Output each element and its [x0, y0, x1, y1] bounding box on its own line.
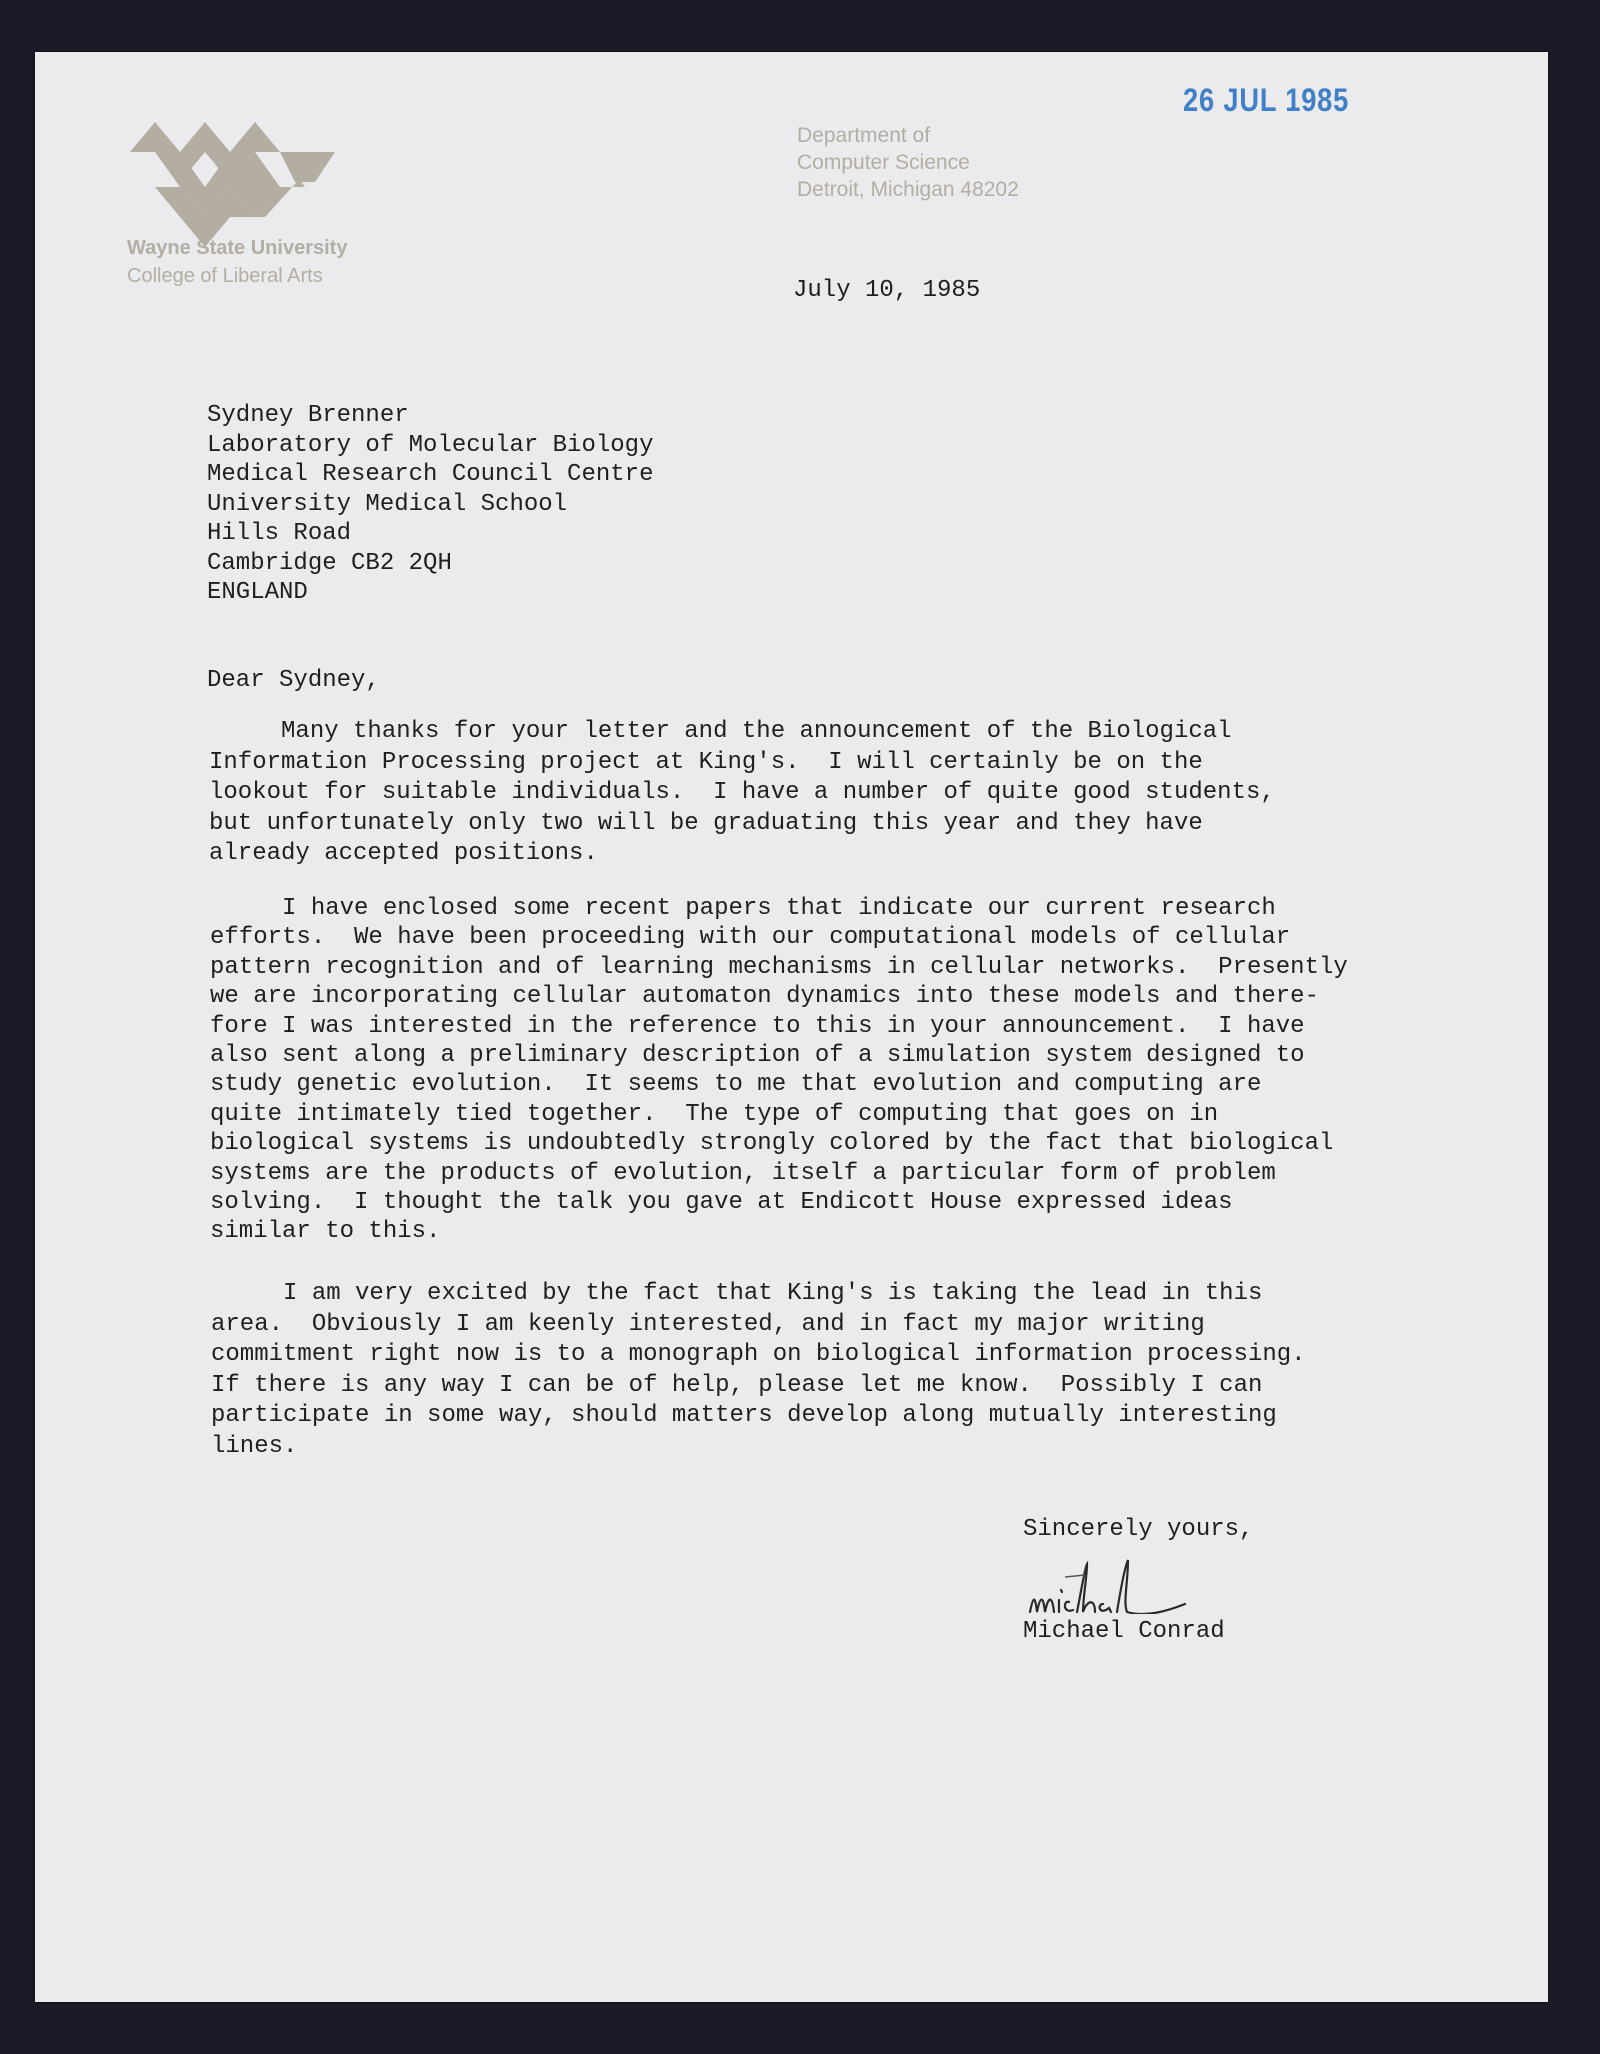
paragraph-3 [211, 1279, 1306, 1462]
body-line: lines. [211, 1432, 298, 1460]
paragraph-2 [210, 894, 1348, 1247]
address-line: Medical Research Council Centre [207, 461, 654, 488]
body-line: similar to this. [210, 1218, 441, 1246]
body-line: Information Processing project at King's. I will certainly be on the [209, 748, 1203, 776]
address-line: University Medical School [207, 490, 568, 518]
paragraph-1 [209, 717, 1275, 870]
body-line: area. Obviously I am keenly interested, and in fact my major writing [211, 1310, 1205, 1338]
body-line: we are incorporating cellular automaton dynamics into these models and there- [210, 983, 1319, 1011]
address-line: Sydney Brenner [207, 402, 409, 429]
recipient-address [207, 401, 653, 608]
department-line: Detroit, Michigan 48202 [797, 178, 1019, 201]
salutation: Dear Sydney, [207, 667, 380, 694]
department-line: Department of [797, 124, 931, 147]
university-name: Wayne State University [127, 237, 348, 259]
received-date-stamp: 26 JUL 1985 [1183, 82, 1350, 118]
body-line: already accepted positions. [209, 840, 598, 867]
address-line: Cambridge CB2 2QH [207, 549, 452, 577]
address-line: Laboratory of Molecular Biology [207, 431, 654, 459]
address-line: Hills Road [207, 520, 352, 547]
body-line: I have enclosed some recent papers that indicate our current research [210, 895, 1276, 922]
body-line: fore I was interested in the reference to this in your announcement. I have [210, 1012, 1305, 1040]
body-line: pattern recognition and of learning mechanisms in cellular networks. Presently [210, 953, 1348, 981]
wayne-state-logo [110, 122, 370, 247]
body-line: commitment right now is to a monograph on biological information processing. [211, 1341, 1306, 1368]
body-line: Many thanks for your letter and the announcement of the Biological [209, 718, 1232, 745]
body-line: systems are the products of evolution, itself a particular form of problem [210, 1159, 1276, 1187]
handwritten-signature [1025, 1552, 1235, 1614]
body-line: participate in some way, should matters develop along mutually interesting [211, 1402, 1277, 1429]
body-line: biological systems is undoubtedly strongly colored by the fact that biological [210, 1130, 1334, 1158]
closing: Sincerely yours, [1023, 1516, 1254, 1543]
address-line: ENGLAND [207, 579, 308, 606]
body-line: solving. I thought the talk you gave at Endicott House expressed ideas [210, 1189, 1233, 1217]
body-line: If there is any way I can be of help, please let me know. Possibly I can [211, 1371, 1263, 1399]
college-name: College of Liberal Arts [127, 265, 323, 287]
body-line: I am very excited by the fact that King's is taking the lead in this [211, 1280, 1263, 1307]
letter-date: July 10, 1985 [793, 277, 981, 304]
department-address [797, 122, 1019, 203]
letter-page [35, 52, 1548, 2002]
body-line: efforts. We have been proceeding with our computational models of cellular [210, 924, 1291, 952]
body-line: also sent along a preliminary description of a simulation system designed to [210, 1042, 1305, 1070]
body-line: lookout for suitable individuals. I have a number of quite good students, [209, 779, 1275, 806]
body-line: study genetic evolution. It seems to me that evolution and computing are [210, 1071, 1262, 1099]
department-line: Computer Science [797, 151, 970, 174]
signer-name: Michael Conrad [1023, 1618, 1225, 1645]
body-line: but unfortunately only two will be graduating this year and they have [209, 809, 1203, 837]
body-line: quite intimately tied together. The type of computing that goes on in [210, 1100, 1219, 1128]
